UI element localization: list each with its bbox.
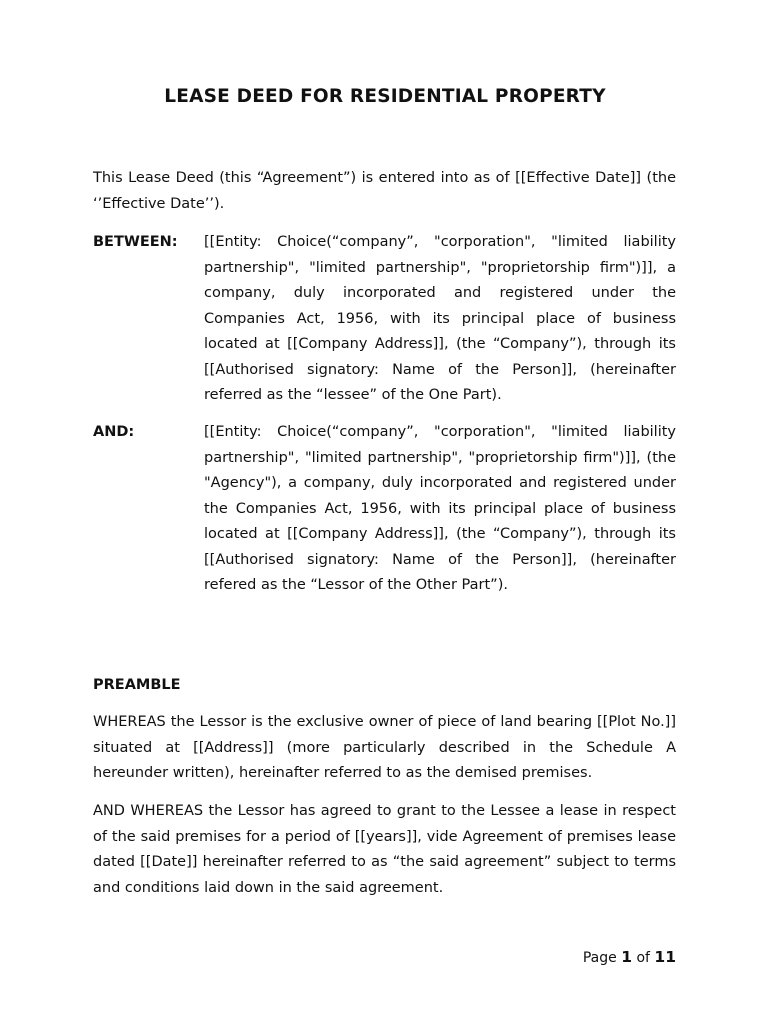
preamble-paragraph-1: WHEREAS the Lessor is the exclusive owner of piece of land bearing [[Plot No.]] situated at [[Address]] (more particularly described in the Schedule A hereunder written), hereinafter referred to as the demised premises. [93, 714, 676, 781]
document-title: LEASE DEED FOR RESIDENTIAL PROPERTY [164, 86, 606, 107]
total-pages: 11 [654, 948, 676, 966]
party-label-between: BETWEEN: [93, 234, 178, 250]
party-text-lessee: [[Entity: Choice(“company”, "corporation", "limited liability partnership", "limited partnership", "proprietorship firm")]], a company, duly incorporated and registered under the Companies Act, 1956, with its principal place of business located at [[Company Address]], (the “Company”), through its [[Authorised signatory: Name of the Person]], (hereinafter referred as the “lessee” of the One Part). [204, 234, 676, 403]
party-text-lessor: [[Entity: Choice(“company”, "corporation", "limited liability partnership", "limited partnership", "proprietorship firm")]], (the "Agency"), a company, duly incorporated and registered under the Companies Act, 1956, with its principal place of business located at [[Company Address]], (the “Company”), through its [[Authorised signatory: Name of the Person]], (hereinafter refered as the “Lessor of the Other Part”). [204, 424, 676, 593]
of-label: of [636, 950, 650, 966]
page-prefix: Page [582, 950, 617, 966]
intro-paragraph: This Lease Deed (this “Agreement”) is entered into as of [[Effective Date]] (the ‘’Effective Date’’). [93, 170, 676, 212]
party-label-and: AND: [93, 424, 135, 440]
current-page: 1 [621, 948, 633, 966]
preamble-paragraph-2: AND WHEREAS the Lessor has agreed to grant to the Lessee a lease in respect of the said premises for a period of [[years]], vide Agreement of premises lease dated [[Date]] hereinafter referred to as “the said agreement” subject to terms and conditions laid down in the said agreement. [93, 803, 676, 896]
preamble-heading: PREAMBLE [93, 677, 181, 693]
page-number [583, 945, 676, 970]
